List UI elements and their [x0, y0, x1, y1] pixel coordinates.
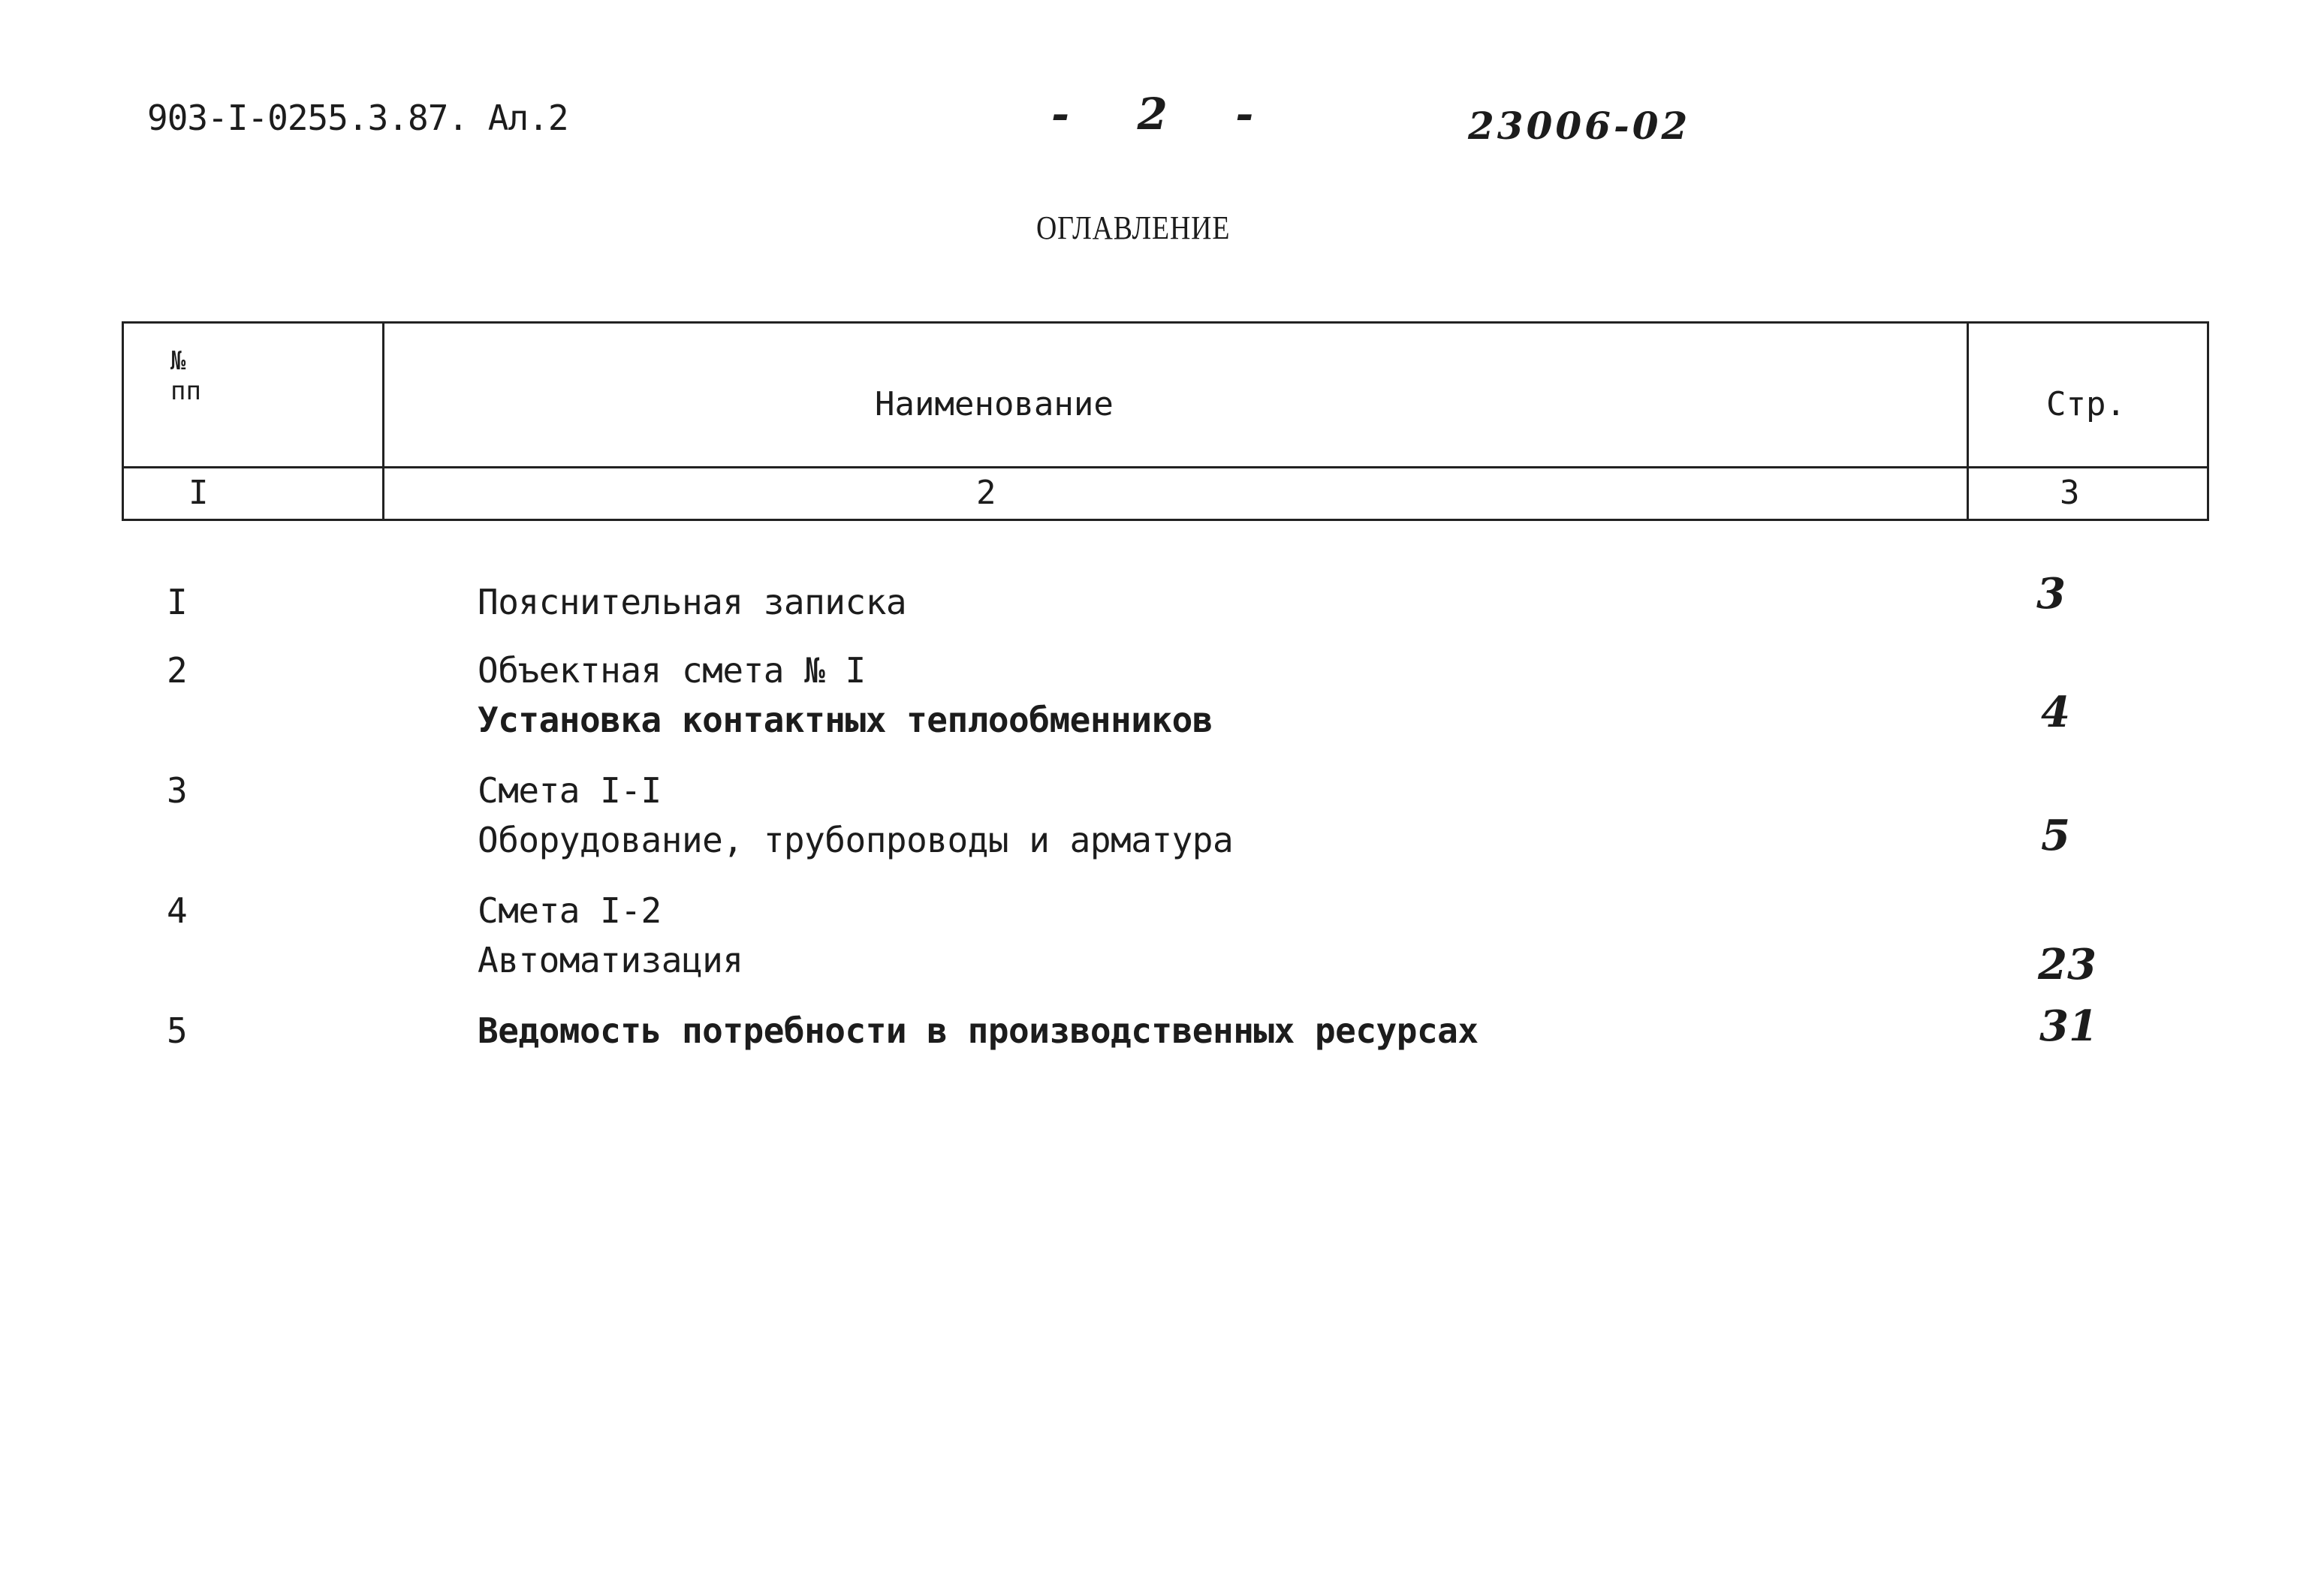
entry-title: Ведомость потребности в производственных ресурсах	[478, 1010, 1479, 1051]
page-number-value: 2	[1137, 89, 1168, 140]
entry-title: Смета I-I	[478, 770, 662, 811]
entry-subtitle: Оборудование, трубопроводы и арматура	[478, 820, 1234, 860]
entry-page: 31	[2039, 1001, 2098, 1051]
table-divider	[1967, 324, 1969, 519]
entry-title: Пояснительная записка	[478, 582, 907, 622]
page-dash-right: -	[1235, 89, 1254, 140]
entry-subtitle: Автоматизация	[478, 940, 743, 980]
entry-page: 5	[2041, 811, 2070, 860]
entry-number: 5	[167, 1010, 188, 1051]
entry-number: 2	[167, 650, 188, 691]
entry-number: 4	[167, 890, 188, 931]
col-page-label: Стр.	[2046, 385, 2126, 423]
col-number-label-line1: №	[170, 346, 186, 376]
entry-title: Объектная смета № I	[478, 650, 866, 691]
col-number-label-line2: пп	[170, 376, 201, 406]
table-divider	[124, 466, 2207, 468]
inventory-number: 23006-02	[1468, 104, 1691, 148]
toc-header-table	[122, 321, 2209, 521]
col-number-label	[170, 346, 201, 406]
col-name-index: 2	[976, 474, 996, 512]
entry-page: 3	[2036, 569, 2066, 619]
entry-subtitle: Установка контактных теплообменников	[478, 700, 1213, 740]
col-page-index: 3	[2060, 474, 2080, 512]
entry-page: 23	[2038, 940, 2097, 989]
entry-title: Смета I-2	[478, 890, 662, 931]
col-name-label: Наименование	[875, 385, 1114, 423]
table-divider	[382, 324, 384, 519]
page-title: ОГЛАВЛЕНИЕ	[1036, 209, 1231, 246]
page-number	[1051, 89, 1253, 140]
entry-number: 3	[167, 770, 188, 811]
page-dash-left: -	[1051, 89, 1070, 140]
col-number-index: I	[188, 474, 209, 512]
document-code: 903-I-0255.3.87. Ал.2	[147, 98, 568, 138]
entry-number: I	[167, 582, 188, 622]
entry-page: 4	[2041, 688, 2070, 737]
